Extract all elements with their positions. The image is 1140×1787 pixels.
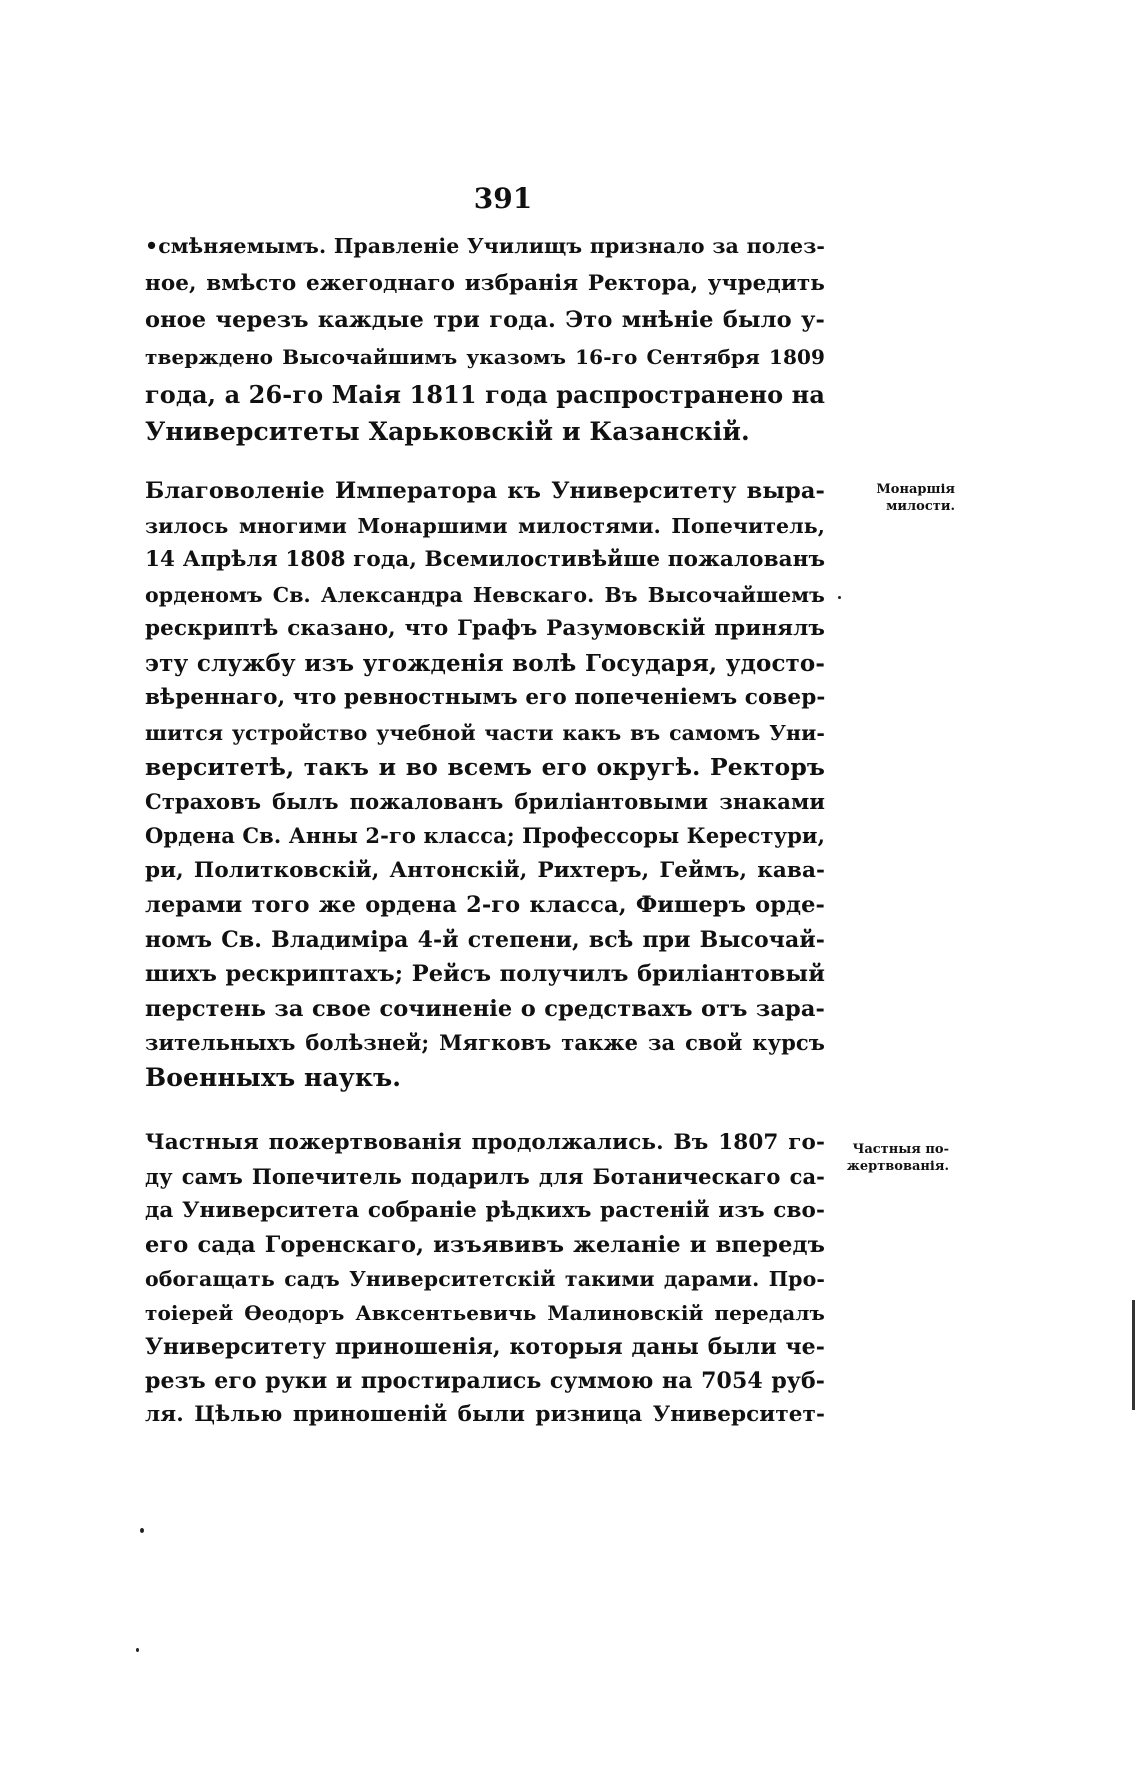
text-line: ду самъ Попечитель подарилъ для Ботаническаго са- [145,1164,825,1189]
paragraph-2 [145,474,825,1095]
text-line: шихъ рескриптахъ; Рейсъ получилъ бриліантовый [145,961,825,987]
text-line: ля. Цѣлью приношеній были ризница Университет- [145,1402,825,1427]
text-line: резъ его руки и простирались суммою на 7054 руб- [145,1368,825,1394]
page-number: 391 [473,182,533,215]
text-line: тверждено Высочайшимъ указомъ 16-го Сентября 1809 [145,345,825,369]
marginal-note-line: Монаршія [876,482,955,497]
paragraph-3 [145,1126,825,1432]
text-line: оное черезъ каждые три года. Это мнѣніе было у- [145,307,825,333]
text-line: орденомъ Св. Александра Невскаго. Въ Высочайшемъ [145,582,825,607]
text-line: обогащать садъ Университетскій такими дарами. Про- [145,1267,825,1291]
text-line: перстень за свое сочиненіе о средствахъ отъ зара- [145,995,825,1022]
text-line: шится устройство учебной части какъ въ самомъ Уни- [145,720,825,745]
text-line: 14 Апрѣля 1808 года, Всемилостивѣйше пожалованъ [145,547,826,572]
scan-speck [136,1648,139,1652]
scan-speck [838,596,841,599]
text-line: Ордена Св. Анны 2-го класса; Профессоры Керестури, [145,823,825,848]
text-line: зилось многими Монаршими милостями. Попечитель, [145,513,825,538]
text-line: лерами того же ордена 2-го класса, Фишеръ орде- [145,892,825,918]
text-line: номъ Св. Владиміра 4-й степени, всѣ при Высочай- [145,926,825,953]
marginal-note-1 [840,481,955,515]
text-line: рескриптѣ сказано, что Графъ Разумовскій принялъ [145,616,825,641]
text-line: зительныхъ болѣзней; Мягковъ также за свой курсъ [145,1030,825,1055]
scan-edge-mark [1132,1300,1135,1410]
scan-speck [140,1528,144,1533]
text-line: года, а 26-го Маія 1811 года распространено на [145,380,825,409]
text-line: его сада Горенскаго, изъявивъ желаніе и впередъ [145,1232,825,1258]
text-line: вѣреннаго, что ревностнымъ его попеченіемъ совер- [145,685,826,710]
text-line: Университеты Харьковскій и Казанскій. [145,417,750,446]
marginal-note-line: Частныя по- [852,1142,949,1157]
text-line: •смѣняемымъ. Правленіе Училищъ признало за полез- [145,234,825,258]
marginal-note-line: милости. [886,499,955,514]
text-line: тоіерей Ѳеодоръ Авксентьевичь Малиновскій передалъ [145,1301,825,1325]
text-line: да Университета собраніе рѣдкихъ растеній изъ сво- [145,1198,825,1223]
text-line: Страховъ былъ пожалованъ бриліантовыми знаками [145,788,825,814]
text-line: Благоволеніе Императора къ Университету выра- [145,478,825,504]
text-line: верситетѣ, такъ и во всемъ его округѣ. Ректоръ [145,753,825,781]
marginal-note-2 [822,1141,949,1175]
text-line: ри, Политковскій, Антонскій, Рихтеръ, Геймъ, кава- [145,857,825,883]
text-line: Военныхъ наукъ. [145,1062,402,1092]
text-line: эту службу изъ угожденія волѣ Государя, удосто- [145,649,825,677]
text-line: Университету приношенія, которыя даны были че- [145,1334,825,1360]
marginal-note-line: жертвованія. [846,1159,949,1174]
text-line: ное, вмѣсто ежегоднаго избранія Ректора, учредить [145,271,825,296]
paragraph-1 [145,228,825,450]
text-line: Частныя пожертвованія продолжались. Въ 1807 го- [145,1130,825,1155]
